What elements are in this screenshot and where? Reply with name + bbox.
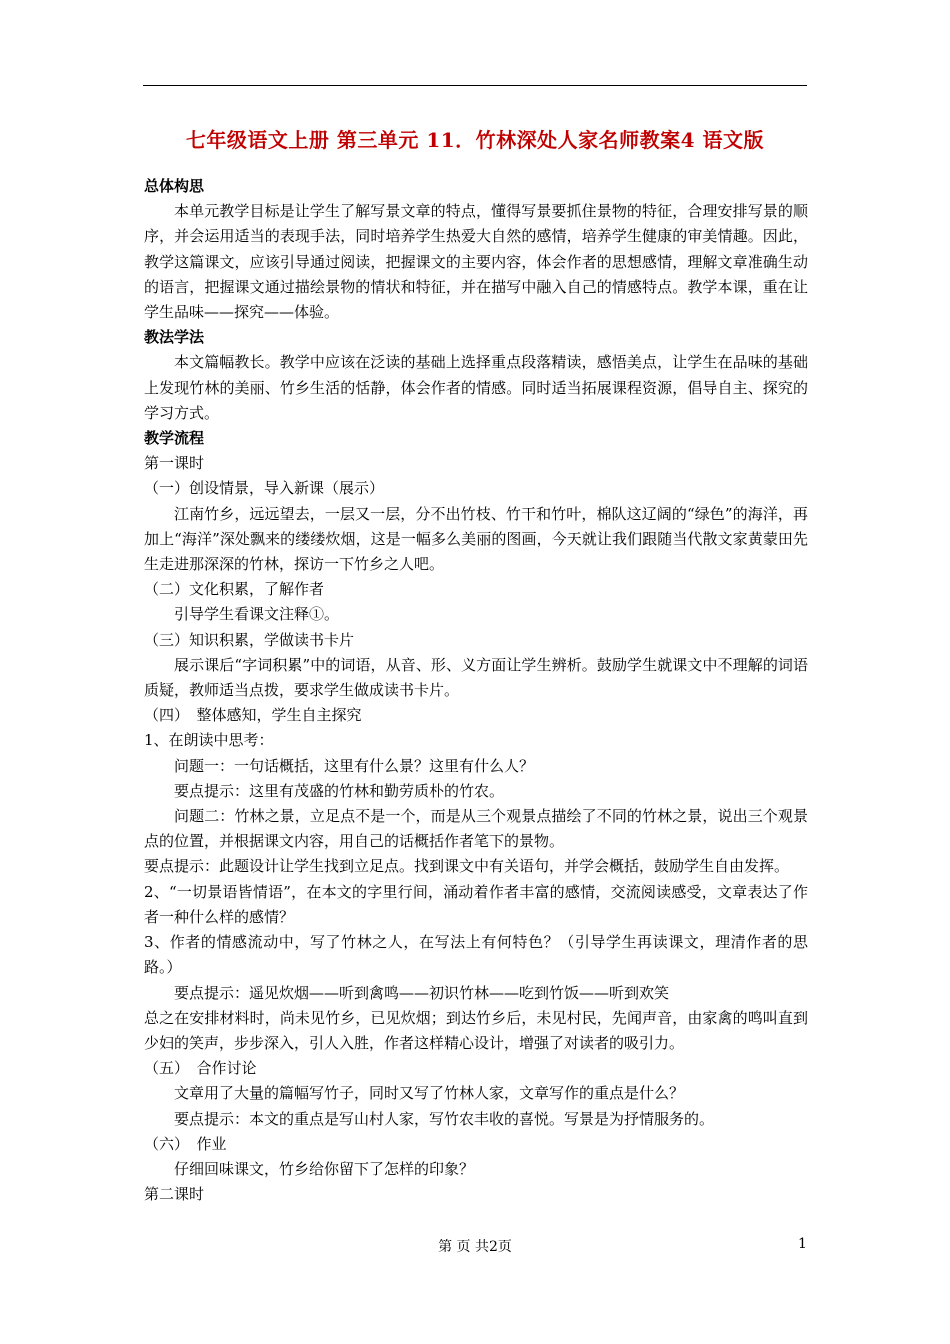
section-heading: 教学流程 [144,429,205,448]
paragraph: 要点提示：遥见炊烟——听到禽鸣——初识竹林——吃到竹饭——听到欢笑 [174,983,670,1002]
paragraph: （五） 合作讨论 [144,1059,257,1078]
paragraph: 要点提示：本文的重点是写山村人家，写竹农丰收的喜悦。写景是为抒情服务的。 [174,1109,715,1128]
page-title: 七年级语文上册 第三单元 11．竹林深处人家名师教案4 语文版 [185,128,765,152]
paragraph: （二）文化积累，了解作者 [144,580,325,599]
paragraph: 2、“一切景语皆情语”，在本文的字里行间，涌动着作者丰富的感情，交流阅读感受，文章表达了作者一种什么样的感情？ [144,882,808,926]
paragraph: 第二课时 [144,1185,205,1204]
header-rule [143,85,807,86]
paragraph: 第一课时 [144,454,205,473]
paragraph: 问题一：一句话概括，这里有什么景？这里有什么人？ [174,756,535,775]
paragraph: 江南竹乡，远远望去，一层又一层，分不出竹枝、竹干和竹叶，棉队这辽阔的“绿色”的海洋，再加上“海洋”深处飘来的缕缕炊烟，这是一幅多么美丽的图画，今天就让我们跟随当代散文家黄蒙田先生走进那深深的竹林，探访一下竹乡之人吧。 [144,504,808,574]
section-heading: 总体构思 [144,177,205,195]
paragraph: 问题二：竹林之景，立足点不是一个，而是从三个观景点描绘了不同的竹林之景，说出三个观景点的位置，并根据课文内容，用自己的话概括作者笔下的景物。 [144,807,808,851]
paragraph: 仔细回味课文，竹乡给你留下了怎样的印象？ [174,1159,475,1178]
paragraph: （四） 整体感知，学生自主探究 [144,706,362,725]
paragraph: 总之在安排材料时，尚未见竹乡，已见炊烟；到达竹乡后，未见村民，先闻声音，由家禽的鸣叫直到少妇的笑声，步步深入，引人入胜，作者这样精心设计，增强了对读者的吸引力。 [144,1008,808,1052]
paragraph: （三）知识积累，学做读书卡片 [144,630,355,649]
paragraph: （一）创设情景，导入新课（展示） [144,479,385,498]
paragraph: 1、在朗读中思考： [144,731,274,750]
paragraph: 3、作者的情感流动中，写了竹林之人，在写法上有何特色？（引导学生再读课文，理清作者的思路。） [144,933,808,977]
paragraph: 本文篇幅教长。教学中应该在泛读的基础上选择重点段落精读，感悟美点，让学生在品味的基础上发现竹林的美丽、竹乡生活的恬静，体会作者的情感。同时适当拓展课程资源，倡导自主、探究的学习方式。 [144,353,808,422]
paragraph: 本单元教学目标是让学生了解写景文章的特点，懂得写景要抓住景物的特征，合理安排写景的顺序，并会运用适当的表现手法，同时培养学生热爱大自然的感情，培养学生健康的审美情趣。因此，教学这篇课文，应该引导通过阅读，把握课文的主要内容，体会作者的思想感情，理解文章准确生动的语言，把握课文通过描绘景物的情状和特征，并在描写中融入自己的情感特点。教学本课，重在让学生品味——探究——体验。 [144,202,808,322]
document-body [144,174,808,1207]
paragraph: 展示课后“字词积累”中的词语，从音、形、义方面让学生辨析。鼓励学生就课文中不理解的词语质疑，教师适当点拨，要求学生做成读书卡片。 [144,655,808,700]
footer-page-number: 1 [798,1236,807,1252]
paragraph: 要点提示：这里有茂盛的竹林和勤劳质朴的竹农。 [174,781,505,800]
paragraph: 要点提示：此题设计让学生找到立足点。找到课文中有关语句，并学会概括，鼓励学生自由发挥。 [144,857,790,876]
section-heading: 教法学法 [144,328,205,347]
paragraph: （六） 作业 [144,1134,227,1153]
paragraph: 文章用了大量的篇幅写竹子，同时又写了竹林人家，文章写作的重点是什么？ [174,1084,685,1103]
footer-page-info: 第 页 共2页 [438,1239,512,1255]
paragraph: 引导学生看课文注释①。 [174,605,340,624]
